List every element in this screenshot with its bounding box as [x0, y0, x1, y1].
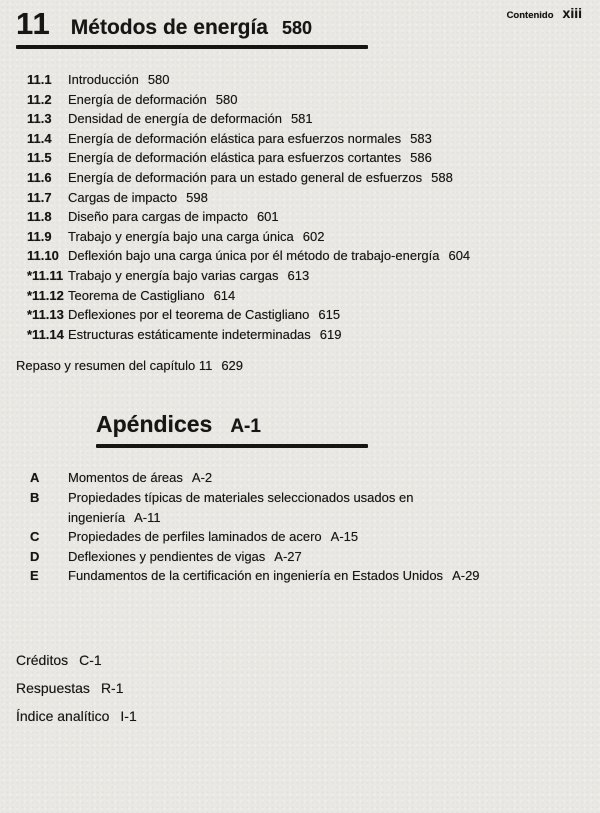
toc-entry — [16, 286, 566, 306]
back-matter-page: C-1 — [79, 651, 102, 668]
appendix-text — [68, 527, 566, 547]
toc-entry — [16, 188, 566, 208]
section-page: 604 — [448, 248, 471, 264]
chapter-sections-list — [16, 70, 566, 344]
appendix-title: Deflexiones y pendientes de vigas — [68, 548, 266, 564]
appendix-text — [68, 566, 566, 586]
back-matter-entry — [16, 674, 566, 702]
appendix-page: A-11 — [134, 509, 161, 525]
appendix-letter: D — [30, 548, 40, 564]
section-text — [68, 207, 566, 227]
running-header-page-number: xiii — [562, 5, 582, 21]
section-text — [68, 227, 566, 247]
back-matter-title: Respuestas — [16, 679, 90, 696]
appendix-text — [68, 488, 466, 527]
chapter-heading — [16, 8, 566, 40]
section-title: Energía de deformación para un estado general de esfuerzos — [68, 169, 423, 185]
section-number: *11.13 — [27, 307, 64, 323]
section-number: 11.2 — [27, 91, 52, 107]
chapter-title: Métodos de energía — [70, 16, 268, 39]
appendices-title: Apéndices — [96, 411, 213, 438]
section-title: Estructuras estáticamente indeterminadas — [68, 326, 311, 342]
section-page: 583 — [410, 130, 432, 146]
section-text — [68, 266, 566, 286]
section-text — [68, 188, 566, 208]
section-text — [68, 70, 566, 90]
appendix-letter: A — [30, 470, 40, 486]
section-page: 615 — [318, 307, 341, 323]
section-title: Diseño para cargas de impacto — [68, 209, 248, 225]
running-header — [507, 5, 582, 21]
section-title: Deflexión bajo una carga única por él método de trabajo-energía — [68, 248, 440, 264]
section-number: 11.3 — [27, 111, 52, 127]
appendix-letter: B — [30, 489, 40, 505]
toc-entry — [16, 168, 566, 188]
back-matter-list — [16, 646, 566, 730]
back-matter-title: Índice analítico — [16, 707, 110, 724]
section-page: 602 — [302, 228, 325, 244]
section-page: 588 — [431, 169, 453, 185]
appendix-title: Propiedades típicas de materiales seleccionados usados en ingeniería — [68, 489, 414, 525]
toc-entry — [16, 227, 566, 247]
section-title: Energía de deformación elástica para esfuerzos cortantes — [68, 150, 402, 166]
section-text — [68, 148, 566, 168]
section-number: 11.6 — [27, 169, 52, 185]
appendix-entry — [16, 527, 566, 547]
appendix-page: A-27 — [274, 548, 302, 564]
section-page: 614 — [213, 287, 236, 303]
section-number: 11.9 — [27, 228, 52, 244]
section-title: Energía de deformación elástica para esfuerzos normales — [68, 130, 402, 146]
back-matter-entry — [16, 702, 566, 730]
section-number: *11.12 — [27, 287, 64, 303]
section-text — [68, 325, 566, 345]
section-title: Trabajo y energía bajo varias cargas — [68, 267, 279, 283]
section-title: Trabajo y energía bajo una carga única — [68, 228, 294, 244]
section-text — [68, 109, 566, 129]
section-text — [68, 246, 566, 266]
section-number: 11.1 — [27, 72, 52, 87]
back-matter-title: Créditos — [16, 651, 69, 668]
section-title: Introducción — [68, 72, 139, 87]
section-text — [68, 90, 566, 110]
appendices-list — [16, 468, 566, 586]
section-title: Teorema de Castigliano — [68, 287, 205, 303]
appendices-rule — [96, 444, 368, 448]
appendix-text — [68, 468, 566, 488]
section-text — [68, 168, 566, 188]
section-text — [68, 286, 566, 306]
section-page: 601 — [256, 209, 279, 225]
section-page: 619 — [319, 326, 342, 342]
toc-entry — [16, 90, 566, 110]
appendix-title: Momentos de áreas — [68, 470, 183, 486]
appendices-heading — [96, 411, 566, 438]
chapter-summary-page: 629 — [221, 358, 244, 374]
toc-entry — [16, 109, 566, 129]
section-page: 613 — [287, 267, 310, 283]
section-number: 11.10 — [27, 248, 59, 264]
appendix-entry — [16, 566, 566, 586]
chapter-summary-label: Repaso y resumen del capítulo 11 — [16, 358, 213, 374]
appendix-text — [68, 547, 566, 567]
appendix-title: Fundamentos de la certificación en ingeniería en Estados Unidos — [68, 568, 444, 584]
chapter-rule — [16, 45, 368, 49]
chapter-summary-entry — [16, 358, 566, 373]
section-number: 11.7 — [27, 189, 52, 205]
chapter-page-number: 580 — [281, 18, 313, 38]
appendix-title: Propiedades de perfiles laminados de acero — [68, 529, 322, 545]
back-matter-entry — [16, 646, 566, 674]
section-page: 580 — [147, 72, 170, 87]
appendix-entry — [16, 488, 566, 527]
running-header-label: Contenido — [506, 10, 554, 21]
chapter-number: 11 — [16, 6, 51, 41]
appendix-letter: C — [30, 529, 40, 545]
toc-entry — [16, 70, 566, 90]
toc-entry — [16, 148, 566, 168]
appendices-page-number: A-1 — [230, 416, 261, 438]
toc-entry — [16, 305, 566, 325]
appendix-letter: E — [30, 568, 39, 584]
section-title: Deflexiones por el teorema de Castigliano — [68, 307, 310, 323]
section-number: 11.5 — [27, 150, 52, 166]
appendix-page: A-15 — [330, 529, 359, 545]
appendix-page: A-29 — [452, 568, 480, 584]
toc-entry — [16, 207, 566, 227]
toc-entry — [16, 246, 566, 266]
section-title: Cargas de impacto — [68, 189, 178, 205]
toc-entry — [16, 129, 566, 149]
section-text — [68, 305, 566, 325]
section-number: 11.4 — [27, 130, 52, 146]
section-page: 581 — [290, 111, 313, 127]
section-page: 598 — [186, 189, 208, 205]
back-matter-page: I-1 — [120, 707, 137, 724]
section-page: 586 — [410, 150, 432, 166]
section-number: 11.8 — [27, 209, 52, 225]
section-title: Densidad de energía de deformación — [68, 111, 282, 127]
toc-entry — [16, 325, 566, 345]
appendix-entry — [16, 468, 566, 488]
back-matter-page: R-1 — [100, 679, 124, 696]
section-title: Energía de deformación — [68, 91, 207, 107]
section-text — [68, 129, 566, 149]
appendix-entry — [16, 547, 566, 567]
toc-entry — [16, 266, 566, 286]
appendix-page: A-2 — [191, 470, 213, 486]
section-page: 580 — [215, 91, 238, 107]
section-number: *11.14 — [27, 326, 64, 342]
section-number: *11.11 — [27, 267, 64, 283]
